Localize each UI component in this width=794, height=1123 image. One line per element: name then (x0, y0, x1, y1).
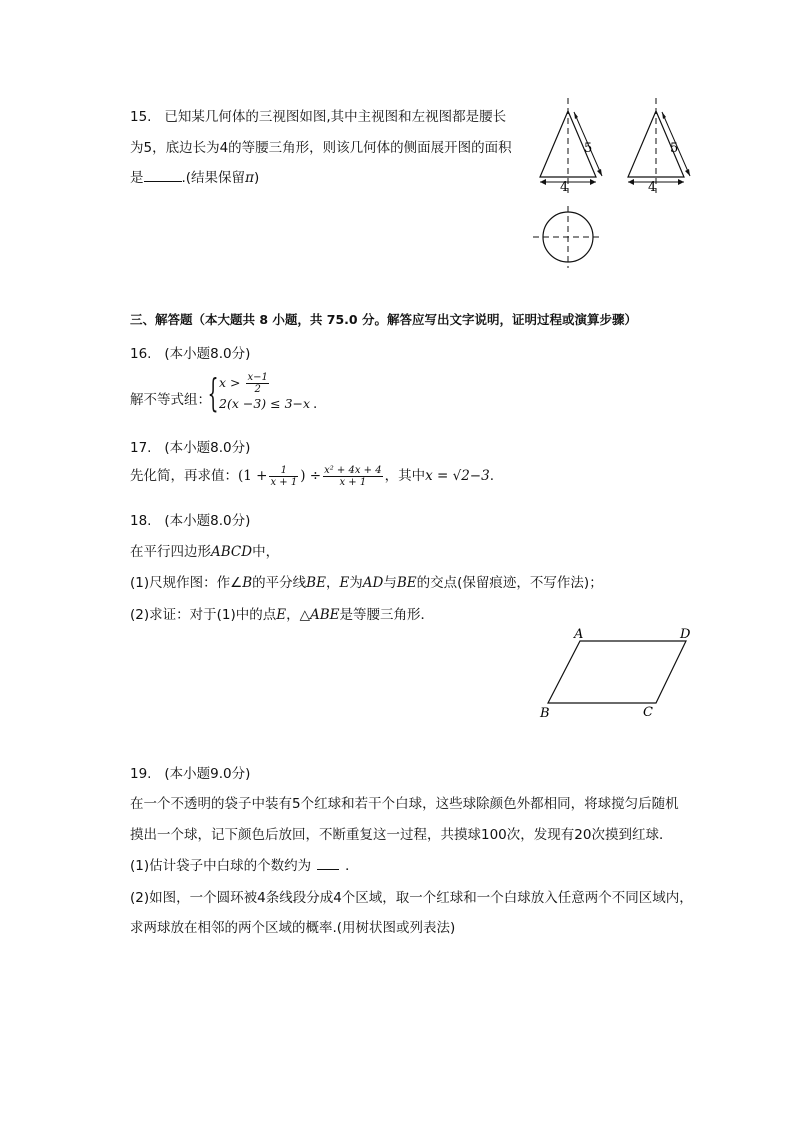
q17-fraction2: $\frac{\text{x² + 4x + 4}}{x + 1}$ (324, 464, 382, 488)
q18-part1: (1)尺规作图：作∠B的平分线BE，E为AD与BE的交点(保留痕迹，不写作法)； (130, 575, 603, 591)
vertex-a-label: A (574, 627, 584, 642)
q18-header: 18. (本小题8.0分) (130, 513, 251, 529)
q18-part2: (2)求证：对于(1)中的点E，△ABE是等腰三角形． (130, 607, 435, 623)
ineq2: 2(x −3) ≤ 3−x (219, 396, 311, 411)
vertex-b-label: B (540, 706, 550, 720)
front-side-label: 5 (584, 141, 593, 156)
answer-blank[interactable] (144, 169, 182, 182)
ineq1-fraction: $\frac{x-1}{2}$ (247, 372, 268, 395)
answer-blank-white-balls[interactable] (317, 857, 339, 870)
parallelogram-figure (536, 624, 696, 720)
front-view (540, 98, 602, 195)
q19-part2-line2: 求两球放在相邻的两个区域的概率.(用树状图或列表法) (130, 920, 456, 936)
q16-prefix: 解不等式组： (130, 392, 211, 408)
q15-line1 (130, 105, 506, 125)
q19-line1: 在一个不透明的袋子中装有5个红球和若干个白球，这些球除颜色外都相同，将球搅匀后随机 (130, 796, 679, 812)
q17-fraction1: $\frac{1}{x + 1}$ (270, 464, 298, 488)
top-view (533, 206, 603, 268)
system-brace: { (207, 371, 219, 415)
q19-line2: 摸出一个球，记下颜色后放回，不断重复这一过程，共摸球100次，发现有20次摸到红球． (130, 827, 673, 843)
left-base-label: 4 (648, 180, 657, 195)
q19-part2-line1: (2)如图，一个圆环被4条线段分成4个区域，取一个红球和一个白球放入任意两个不同区域内， (130, 890, 693, 906)
q15-number: 15. (130, 109, 152, 125)
q19-part1: (1)估计袋子中白球的个数约为 ． (130, 858, 359, 874)
q15-line3: 是 .(结果保留π) (130, 170, 260, 186)
vertex-d-label: D (680, 627, 691, 642)
left-view (628, 98, 690, 195)
parallelogram-abcd (548, 641, 686, 703)
section3-title: 三、解答题（本大题共 8 小题，共 75.0 分。解答应写出文字说明，证明过程或演算步骤） (130, 312, 637, 327)
left-side-label: 5 (670, 141, 679, 156)
q19-header: 19. (本小题9.0分) (130, 766, 251, 782)
vertex-c-label: C (643, 705, 653, 720)
front-base-label: 4 (560, 180, 569, 195)
q15-line2: 为5，底边长为4的等腰三角形，则该几何体的侧面展开图的面积 (130, 140, 512, 156)
q16-end: . (313, 396, 318, 412)
q17-header: 17. (本小题8.0分) (130, 440, 251, 456)
ineq1: x > $\frac{x-1}{2}$ (219, 372, 268, 395)
q18-intro: 在平行四边形ABCD中， (130, 544, 280, 560)
three-view-figure (525, 98, 705, 270)
q17-body: 先化简，再求值：(1 + $\frac{1}{x + 1}$ ) ÷ $\frac{\text{x² + 4x + 4}}{x + 1}$ ，其中x = √2−3. (130, 464, 494, 488)
q15-text-line1: 已知某几何体的三视图如图,其中主视图和左视图都是腰长 (164, 109, 507, 125)
q16-header: 16. (本小题8.0分) (130, 346, 251, 362)
